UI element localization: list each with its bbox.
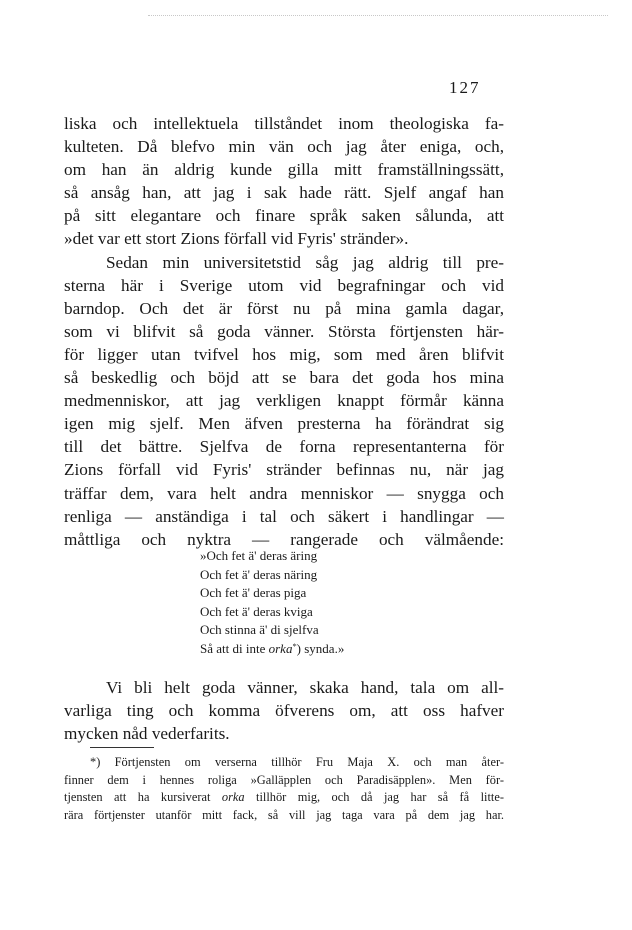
footnote-text: tillhör mig, och då jag har så få litte- [244,790,504,805]
body-line: måttliga och nyktra — rangerade och välmående: [64,529,504,549]
footnote-line: *) Förtjensten om verserna tillhör Fru Maja X. och man åter- [90,755,504,769]
top-edge-rule [148,15,608,16]
verse-italic-word: orka [268,640,293,656]
body-line: till det bättre. Sjelfva de forna representanterna för [64,437,504,457]
footnote-marker: * [292,640,297,651]
body-line: så ansåg han, att jag i sak hade rätt. Sjelf angaf han [64,183,504,203]
body-line: så beskedlig och böjd att se bara det goda hos mina [64,368,504,388]
body-line: liska och intellektuela tillståndet inom theologiska fa- [64,114,504,133]
footnote-line [64,789,504,807]
body-line: medmenniskor, att jag verkligen knappt förmår känna [64,391,504,411]
footnote [64,754,504,825]
body-line: renliga — anständiga i tal och säkert i handlingar — [64,506,504,526]
body-line: barndop. Och det är först nu på mina gamla dagar, [64,298,504,318]
body-line: kulteten. Då blefvo min vän och jag åter eniga, och, [64,137,504,157]
footnote-italic-word: orka [221,790,245,805]
body-line: igen mig sjelf. Men äfven presterna ha förändrat sig [64,414,504,434]
body-line: varliga ting och komma öfverens om, att oss hafver [64,701,504,721]
verse-quote [200,547,344,659]
body-line: Vi bli helt goda vänner, skaka hand, tala om all- [106,678,504,697]
body-line: på sitt elegantare och finare språk saken sålunda, att [64,206,504,226]
body-line: Zions förfall vid Fyris' stränder befinnas nu, när jag [64,460,504,480]
verse-line: »Och fet ä' deras äring [200,548,318,563]
verse-line-last [200,640,344,659]
verse-line: Och fet ä' deras näring [200,566,318,582]
main-paragraphs [64,112,504,551]
body-line: som vi blifvit så goda vänner. Största förtjensten här- [64,321,504,341]
body-line: Sedan min universitetstid såg jag aldrig till pre- [106,252,504,272]
body-line: träffar dem, vara helt andra menniskor — snygga och [64,483,504,503]
closing-paragraph [64,676,504,745]
verse-line: Och fet ä' deras kviga [200,603,313,619]
footnote-line: finner dem i hennes roliga »Galläpplen och Paradisäpplen». Men för- [64,772,504,787]
verse-text: Så att di inte [200,640,269,656]
body-line: »det var ett stort Zions förfall vid Fyris' stränder». [64,229,409,249]
footnote-line: rära förtjenster utanför mitt fack, så vill jag taga vara på dem jag har. [64,808,504,823]
body-line: om han än aldrig kunde gilla mitt framställningssätt, [64,160,504,180]
footnote-text: tjensten att ha kursiverat [64,790,222,805]
footnote-separator [90,747,154,748]
verse-line: Och stinna ä' di sjelfva [200,622,319,638]
verse-line: Och fet ä' deras piga [200,585,307,601]
body-line: mycken nåd vederfarits. [64,724,230,744]
body-line: för ligger utan tvifvel hos mig, som med åren blifvit [64,344,504,364]
page-number: 127 [449,78,481,97]
body-line: sterna här i Sverige utom vid begrafningar och vid [64,275,504,295]
verse-text: ) synda.» [296,640,345,656]
